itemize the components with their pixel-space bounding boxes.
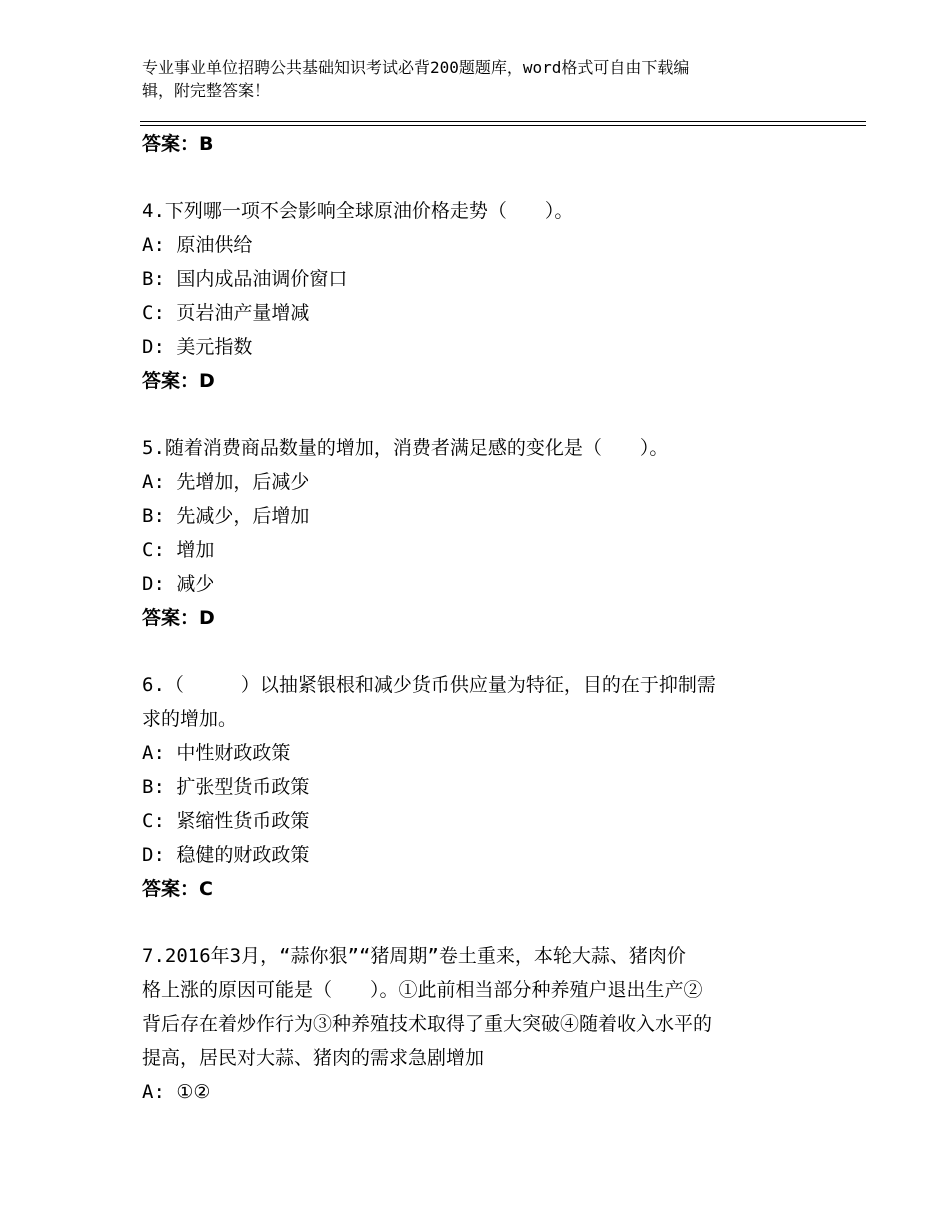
option-d: D: 减少	[142, 573, 215, 595]
option-d: D: 美元指数	[142, 336, 253, 358]
header-rule-bottom	[140, 125, 866, 126]
option-a: A: 先增加，后减少	[142, 471, 310, 493]
spacer	[142, 161, 822, 194]
option-b: B: 扩张型货币政策	[142, 776, 310, 798]
question-stem: 5.随着消费商品数量的增加，消费者满足感的变化是（ ）。	[142, 437, 669, 459]
answer: 答案：D	[142, 370, 215, 392]
option-a: A: ①②	[142, 1081, 211, 1103]
header-line-1: 专业事业单位招聘公共基础知识考试必背200题题库，word格式可自由下载编	[142, 58, 690, 77]
option-c: C: 页岩油产量增减	[142, 302, 310, 324]
spacer	[142, 635, 822, 668]
option-d: D: 稳健的财政政策	[142, 844, 310, 866]
question-7	[142, 939, 822, 1109]
question-list	[142, 127, 822, 1109]
page-header	[142, 56, 792, 102]
spacer	[142, 906, 822, 939]
question-stem-line-2: 求的增加。	[142, 708, 238, 730]
question-stem: 4.下列哪一项不会影响全球原油价格走势（ ）。	[142, 200, 574, 222]
question-4	[142, 194, 822, 398]
option-c: C: 增加	[142, 539, 215, 561]
header-rule-top	[140, 121, 866, 122]
question-stem-line-1: 7.2016年3月，“蒜你狠”“猪周期”卷土重来，本轮大蒜、猪肉价	[142, 945, 686, 967]
previous-answer: 答案：B	[142, 133, 214, 155]
answer: 答案：D	[142, 607, 215, 629]
question-6	[142, 668, 822, 906]
question-stem-line-4: 提高，居民对大蒜、猪肉的需求急剧增加	[142, 1047, 485, 1069]
option-a: A: 中性财政政策	[142, 742, 291, 764]
question-stem-line-1: 6.（ ）以抽紧银根和减少货币供应量为特征，目的在于抑制需	[142, 674, 716, 696]
option-c: C: 紧缩性货币政策	[142, 810, 310, 832]
spacer	[142, 398, 822, 431]
header-line-2: 辑，附完整答案！	[142, 81, 271, 100]
question-stem-line-3: 背后存在着炒作行为③种养殖技术取得了重大突破④随着收入水平的	[142, 1013, 713, 1035]
question-stem-line-2: 格上涨的原因可能是（ ）。①此前相当部分种养殖户退出生产②	[142, 979, 703, 1001]
option-b: B: 国内成品油调价窗口	[142, 268, 348, 290]
question-5	[142, 431, 822, 635]
option-b: B: 先减少，后增加	[142, 505, 310, 527]
answer: 答案：C	[142, 878, 213, 900]
option-a: A: 原油供给	[142, 234, 253, 256]
